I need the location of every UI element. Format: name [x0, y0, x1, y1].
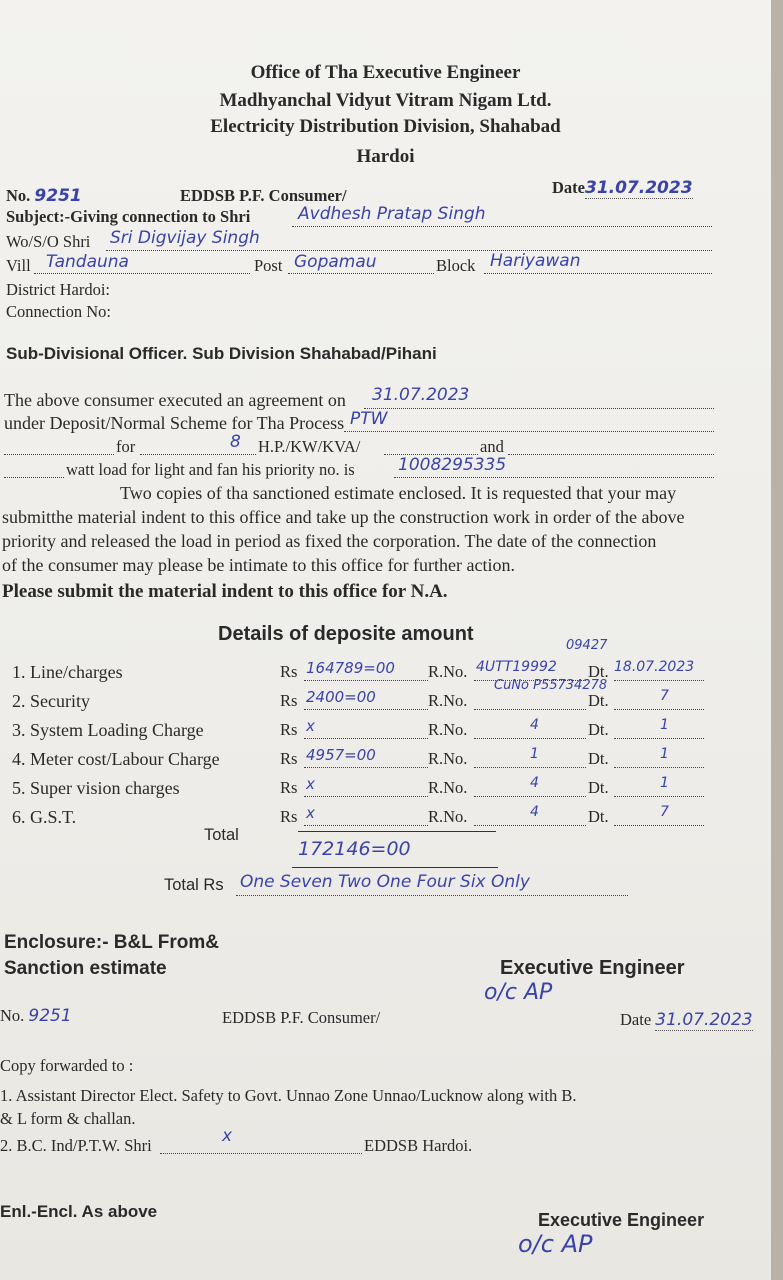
- deposit-rno-label: R.No.: [428, 807, 468, 826]
- deposit-dt-label: Dt.: [588, 807, 609, 826]
- deposit-item-label: 3. System Loading Charge: [12, 720, 204, 740]
- block-label: Block: [436, 256, 476, 275]
- deposit-amount-value: x: [306, 775, 315, 793]
- copy-label: Copy forwarded to :: [0, 1056, 134, 1075]
- deposit-dt-value: 18.07.2023: [614, 659, 695, 675]
- deposit-amount-line: [304, 680, 428, 681]
- deposit-title: Details of deposite amount: [218, 623, 474, 645]
- total-value: 172146=00: [298, 838, 411, 860]
- deposit-item-label: 5. Super vision charges: [12, 778, 180, 798]
- deposit-dt-line: [614, 680, 704, 681]
- for-fill-line-a: [4, 454, 114, 455]
- and-fill-line-b: [508, 454, 714, 455]
- and-label: and: [480, 437, 504, 456]
- para-line-5: Please submit the material indent to this office for N.A.: [2, 581, 448, 602]
- priority-fill-line: [394, 477, 714, 478]
- deposit-rs-label: Rs: [280, 778, 298, 797]
- deposit-item-label: 2. Security: [12, 691, 90, 711]
- signature-mark-1: o/c AP: [484, 980, 553, 1005]
- hp-fill-line: [140, 454, 256, 455]
- ref2-no-label: No.: [0, 1006, 25, 1025]
- deposit-amount-line: [304, 709, 428, 710]
- ref-no-label: No.: [6, 186, 31, 205]
- deposit-rno-line: [474, 825, 586, 826]
- enclosure-line-2: Sanction estimate: [4, 958, 167, 979]
- division-name: Electricity Distribution Division, Shahabad: [210, 116, 561, 137]
- deposit-rno-line: [474, 767, 586, 768]
- deposit-dt-value: 1: [660, 746, 669, 762]
- deposit-dt-label: Dt.: [588, 691, 609, 710]
- ref-date: [552, 178, 693, 199]
- block-fill-line: [484, 273, 712, 274]
- deposit-dt-value: 1: [660, 775, 669, 791]
- deposit-rno-value: 4: [530, 775, 539, 791]
- deposit-amount-value: x: [306, 717, 315, 735]
- scheme-value: PTW: [350, 409, 388, 429]
- vill-fill-line: [34, 273, 250, 274]
- deposit-item-label: 4. Meter cost/Labour Charge: [12, 749, 220, 769]
- deposit-rno-line: [474, 680, 586, 681]
- subject-value: Avdhesh Pratap Singh: [298, 204, 486, 224]
- wo-label: Wo/S/O Shri: [6, 232, 91, 251]
- location-name: Hardoi: [356, 146, 415, 167]
- deposit-rno-value: 4: [530, 717, 539, 733]
- deposit-item-label: 1. Line/charges: [12, 662, 123, 682]
- footer-enl: Enl.-Encl. As above: [0, 1202, 158, 1221]
- deposit-dt-line: [614, 709, 704, 710]
- office-title: Office of Tha Executive Engineer: [250, 62, 521, 83]
- subject-label: Subject:-Giving connection to Shri: [6, 207, 251, 226]
- agreement-value: 31.07.2023: [372, 385, 470, 405]
- total-label: Total: [204, 826, 239, 844]
- deposit-item-label: 6. G.S.T.: [12, 807, 77, 827]
- block-value: Hariyawan: [490, 251, 581, 271]
- signature-mark-2: o/c AP: [518, 1230, 593, 1258]
- total-rule-bottom: [292, 867, 498, 868]
- total-words-value: One Seven Two One Four Six Only: [240, 872, 530, 892]
- deposit-dt-label: Dt.: [588, 662, 609, 681]
- deposit-dt-line: [614, 796, 704, 797]
- deposit-rs-label: Rs: [280, 691, 298, 710]
- deposit-amount-line: [304, 796, 428, 797]
- deposit-dt-value: 7: [660, 804, 669, 820]
- deposit-rs-label: Rs: [280, 749, 298, 768]
- deposit-dt-value: 1: [660, 717, 669, 733]
- deposit-rs-label: Rs: [280, 807, 298, 826]
- copy-item-1b: & L form & challan.: [0, 1109, 136, 1128]
- deposit-rno-line: [474, 709, 586, 710]
- deposit-amount-value: 2400=00: [306, 688, 376, 706]
- wo-value: Sri Digvijay Singh: [110, 228, 260, 248]
- para-line-4: of the consumer may please be intimate to this office for further action.: [2, 555, 515, 575]
- deposit-rno-line: [474, 738, 586, 739]
- hp-value: 8: [230, 432, 241, 452]
- scheme-label: under Deposit/Normal Scheme for Tha Process: [4, 413, 345, 433]
- post-label: Post: [254, 256, 283, 275]
- company-name: Madhyanchal Vidyut Vitram Nigam Ltd.: [219, 90, 552, 111]
- deposit-rs-label: Rs: [280, 662, 298, 681]
- subject-fill-line: [292, 226, 712, 227]
- deposit-dt-line: [614, 825, 704, 826]
- ref2-no: [0, 1006, 72, 1026]
- para-line-2: submitthe material indent to this office and take up the construction work in order of the above: [2, 507, 685, 527]
- ref2-date-value: 31.07.2023: [655, 1010, 753, 1030]
- signatory-title-1: Executive Engineer: [500, 957, 685, 979]
- total-words-fill-line: [236, 895, 628, 896]
- ref-dept: EDDSB P.F. Consumer/: [180, 186, 347, 205]
- copy-item-2-fill-line: [160, 1153, 362, 1154]
- district-label: District Hardoi:: [6, 280, 111, 299]
- deposit-rno-label: R.No.: [428, 720, 468, 739]
- para-line-1: Two copies of tha sanctioned estimate enclosed. It is requested that your may: [120, 483, 677, 503]
- watt-fill-line-a: [4, 477, 64, 478]
- deposit-rs-label: Rs: [280, 720, 298, 739]
- total-rs-label: Total Rs: [164, 876, 224, 894]
- deposit-rno-label: R.No.: [428, 691, 468, 710]
- deposit-rno-line: [474, 796, 586, 797]
- agreement-fill-line: [364, 408, 714, 409]
- ref-date-label: Date: [552, 178, 585, 197]
- deposit-rno-value: 4: [530, 804, 539, 820]
- deposit-dt-line: [614, 738, 704, 739]
- enclosure-line-1: Enclosure:- B&L From&: [4, 932, 220, 953]
- deposit-amount-value: 164789=00: [306, 659, 395, 677]
- ref-no-value: 9251: [34, 186, 82, 206]
- deposit-amount-line: [304, 767, 428, 768]
- deposit-dt-line: [614, 767, 704, 768]
- deposit-note-mid: CuNo P55734278: [494, 678, 608, 693]
- deposit-rno-value: 4UTT19992: [476, 659, 557, 675]
- connection-label: Connection No:: [6, 302, 111, 321]
- ref2-date: [620, 1010, 753, 1031]
- copy-item-2-suffix: EDDSB Hardoi.: [364, 1136, 473, 1155]
- vill-value: Tandauna: [46, 252, 129, 272]
- post-value: Gopamau: [294, 252, 377, 272]
- ref2-date-label: Date: [620, 1010, 652, 1029]
- deposit-rno-value: 1: [530, 746, 539, 762]
- watt-label: watt load for light and fan his priority no. is: [66, 460, 355, 479]
- deposit-rno-label: R.No.: [428, 778, 468, 797]
- vill-label: Vill: [6, 256, 31, 275]
- total-rule-top: [298, 831, 496, 832]
- agreement-label: The above consumer executed an agreement on: [4, 390, 346, 410]
- post-fill-line: [288, 273, 434, 274]
- deposit-dt-value: 7: [660, 688, 669, 704]
- ref-date-value: 31.07.2023: [584, 178, 693, 198]
- copy-item-1a: 1. Assistant Director Elect. Safety to Govt. Unnao Zone Unnao/Lucknow along with B.: [0, 1086, 577, 1105]
- copy-item-2-label: 2. B.C. Ind/P.T.W. Shri: [0, 1136, 152, 1155]
- copy-item-2-value: x: [222, 1126, 233, 1146]
- deposit-dt-label: Dt.: [588, 778, 609, 797]
- wo-fill-line: [106, 250, 712, 251]
- signatory-title-2: Executive Engineer: [538, 1210, 705, 1230]
- scheme-fill-line: [344, 431, 714, 432]
- for-label: for: [116, 437, 136, 456]
- deposit-amount-value: 4957=00: [306, 746, 376, 764]
- priority-value: 1008295335: [398, 455, 507, 475]
- deposit-note-top: 09427: [566, 638, 608, 653]
- para-line-3: priority and released the load in period as fixed the corporation. The date of the connection: [2, 531, 657, 551]
- ref2-dept: EDDSB P.F. Consumer/: [222, 1008, 381, 1027]
- hp-label: H.P./KW/KVA/: [258, 437, 361, 456]
- deposit-rno-label: R.No.: [428, 662, 468, 681]
- ref-no: [6, 186, 82, 206]
- deposit-amount-line: [304, 738, 428, 739]
- deposit-rno-label: R.No.: [428, 749, 468, 768]
- deposit-dt-label: Dt.: [588, 749, 609, 768]
- ref2-no-value: 9251: [28, 1006, 72, 1026]
- deposit-amount-line: [304, 825, 428, 826]
- deposit-dt-label: Dt.: [588, 720, 609, 739]
- deposit-amount-value: x: [306, 804, 315, 822]
- background-edge: [771, 0, 783, 1280]
- subdivision-heading: Sub-Divisional Officer. Sub Division Shahabad/Pihani: [6, 344, 437, 363]
